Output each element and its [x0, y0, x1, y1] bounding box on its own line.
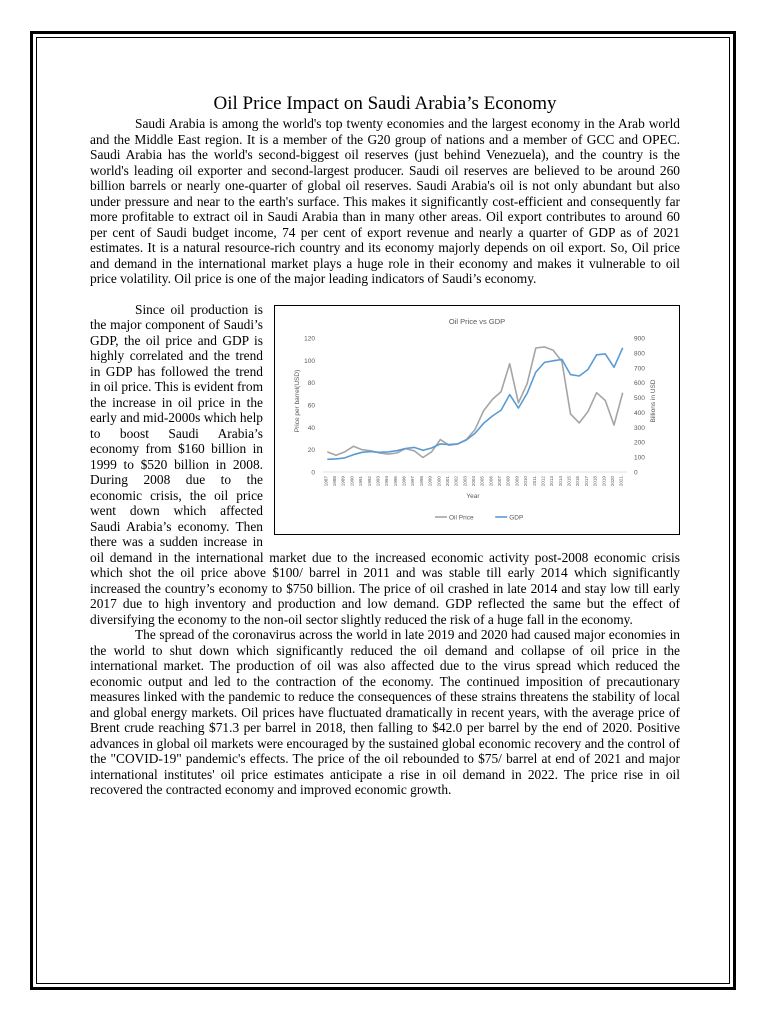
x-tick-label: 1996 — [401, 475, 407, 486]
x-tick-label: 1997 — [410, 475, 416, 486]
right-axis-label: Billions in USD — [650, 379, 657, 422]
x-tick-label: 2005 — [479, 475, 485, 486]
document-body — [90, 92, 680, 798]
left-tick-label: 0 — [311, 469, 315, 476]
series-lines — [327, 346, 622, 458]
chart-legend — [435, 514, 523, 521]
x-tick-label: 1987 — [323, 475, 329, 486]
right-tick-label: 800 — [634, 349, 645, 357]
right-tick-label: 100 — [634, 454, 645, 462]
paragraph-intro: Saudi Arabia is among the world's top twenty economies and the largest economy in the Arab world and the Middle East region. It is a member of the G20 group of nations and a member of GCC and OPEC. Saudi Arabia has the world's second-biggest oil reserves (just behind Venezuela), and the country is the world's leading oil exporter and second-largest producer. Saudi oil reserves are believed to be around 260 billion barrels or nearly one-quarter of global oil reserves. Saudi Arabia's oil is not only abundant but also under pressure and near to the earth's surface. This makes it significantly cost-efficient and consequently far more profitable to extract oil in Saudi Arabia than in many other areas. Oil export contributes to around 60 per cent of Saudi budget income, 74 per cent of export revenue and nearly a quarter of GDP as of 2021 estimates. It is a natural resource-rich country and its economy majorly depends on oil export. So, Oil price and demand in the international market plays a huge role in their economy and makes it vulnerable to oil price volatility. Oil price is one of the major leading indicators of Saudi’s economy. — [90, 116, 680, 286]
paragraph-with-chart-wrapper — [90, 302, 680, 628]
left-tick-label: 40 — [307, 424, 315, 432]
x-tick-label: 1994 — [384, 475, 390, 486]
paragraph-oil-gdp: Since oil production is the major component of Saudi’s GDP, the oil price and GDP is highly correlated and the trend in GDP has followed the trend in oil price. This is evident from the increase in oil price in the early and mid-2000s which help to boost Saudi Arabia’s economy from $160 billion in 1999 to $520 billion in 2008. During 2008 due to the economic crisis, the oil price went down which affected Saudi Arabia’s economy. Then there was a sudden increase in oil demand in the international market due to the increased economic activity post-2008 economic crisis which shot the oil price above $100/ barrel in 2011 and was stable till early 2014 which significantly increased the country’s economy to $750 billion. The price of oil crashed in late 2014 and stay low till early 2017 due to high inventory and production and low demand. GDP reflected the same but the effect of diversifying the economy to the non-oil sector slightly reduced the risk of a huge fall in the economy. — [90, 301, 680, 627]
x-tick-label: 1991 — [358, 475, 364, 486]
right-tick-label: 700 — [634, 364, 645, 372]
x-tick-label: 2019 — [601, 475, 607, 486]
x-tick-label: 2003 — [462, 475, 468, 486]
left-tick-label: 20 — [307, 446, 315, 454]
x-tick-label: 1989 — [340, 475, 346, 486]
x-tick-label: 1995 — [392, 475, 398, 486]
x-tick-label: 2004 — [471, 475, 476, 486]
x-tick-label: 1992 — [366, 475, 372, 486]
left-tick-label: 80 — [307, 379, 315, 387]
x-tick-label: 2021 — [618, 475, 624, 486]
x-tick-label: 1990 — [349, 475, 355, 486]
right-tick-label: 400 — [634, 409, 645, 417]
x-tick-label: 2007 — [497, 475, 503, 486]
right-tick-label: 300 — [634, 424, 645, 432]
x-tick-label: 2011 — [531, 475, 537, 486]
x-tick-label: 2017 — [583, 475, 589, 486]
x-tick-label: 2016 — [575, 475, 581, 486]
x-tick-label: 2008 — [505, 475, 511, 486]
series-line-oil-price — [327, 346, 622, 457]
right-tick-label: 0 — [634, 469, 638, 476]
right-tick-label: 600 — [634, 379, 645, 387]
x-tick-label: 1998 — [418, 475, 424, 486]
x-tick-label: 1999 — [427, 475, 433, 486]
document-title: Oil Price Impact on Saudi Arabia’s Economy — [213, 93, 557, 114]
right-tick-label: 200 — [634, 439, 645, 447]
left-tick-label: 60 — [307, 402, 315, 409]
legend-label: Oil Price — [449, 513, 474, 521]
paragraph-coronavirus: The spread of the coronavirus across the world in late 2019 and 2020 had caused major economies in the world to shut down which significantly reduced the oil demand and collapse of oil price in the international market. The production of oil was also affected due to the virus spread which reduced the economic output and led to the contraction of the economy. The continued imposition of precautionary measures linked with the pandemic to reduce the consequences of these strains threatens the stability of local and global energy markets. Oil prices have fluctuated dramatically in recent years, with the average price of Brent crude reaching $71.3 per barrel in 2018, then falling to $42.0 per barrel by the end of 2020. Positive advances in global oil markets were encouraged by the sustained global economic recovery and the control of the "COVID-19" pandemic's effects. The price of the oil rebounded to $75/ barrel at end of 2021 and major international institutes' oil price estimates anticipate a rise in oil demand in 2022. The price rise in oil recovered the contracted economy and improved economic growth. — [90, 627, 680, 797]
x-tick-label: 2018 — [592, 475, 598, 486]
legend-label: GDP — [509, 513, 524, 521]
chart-title: Oil Price vs GDP — [448, 316, 506, 326]
x-tick-label: 2009 — [514, 475, 520, 486]
x-tick-label: 2010 — [523, 475, 529, 486]
x-tick-label: 2012 — [540, 475, 546, 486]
right-axis-ticks — [634, 335, 645, 476]
left-tick-label: 120 — [304, 335, 315, 342]
x-tick-label: 2000 — [436, 475, 442, 486]
left-axis-label: Price per barrel(USD) — [294, 369, 301, 432]
series-line-gdp — [327, 347, 622, 459]
x-tick-label: 1993 — [375, 475, 381, 486]
oil-price-gdp-chart — [274, 305, 680, 535]
right-tick-label: 900 — [634, 335, 645, 342]
x-tick-label: 2014 — [557, 475, 563, 486]
x-axis-label: Year — [466, 492, 480, 500]
x-tick-label: 2020 — [609, 475, 615, 486]
x-tick-label: 2006 — [488, 475, 494, 486]
x-tick-label: 2001 — [444, 475, 450, 486]
x-tick-label: 1988 — [332, 475, 338, 486]
x-tick-label: 2013 — [549, 475, 555, 486]
x-tick-label: 2015 — [566, 475, 572, 486]
x-tick-label: 2002 — [453, 475, 459, 486]
chart-canvas — [275, 306, 679, 534]
x-axis-ticks — [323, 475, 623, 486]
left-axis-ticks — [304, 335, 315, 476]
right-tick-label: 500 — [634, 394, 645, 402]
left-tick-label: 100 — [304, 357, 315, 365]
